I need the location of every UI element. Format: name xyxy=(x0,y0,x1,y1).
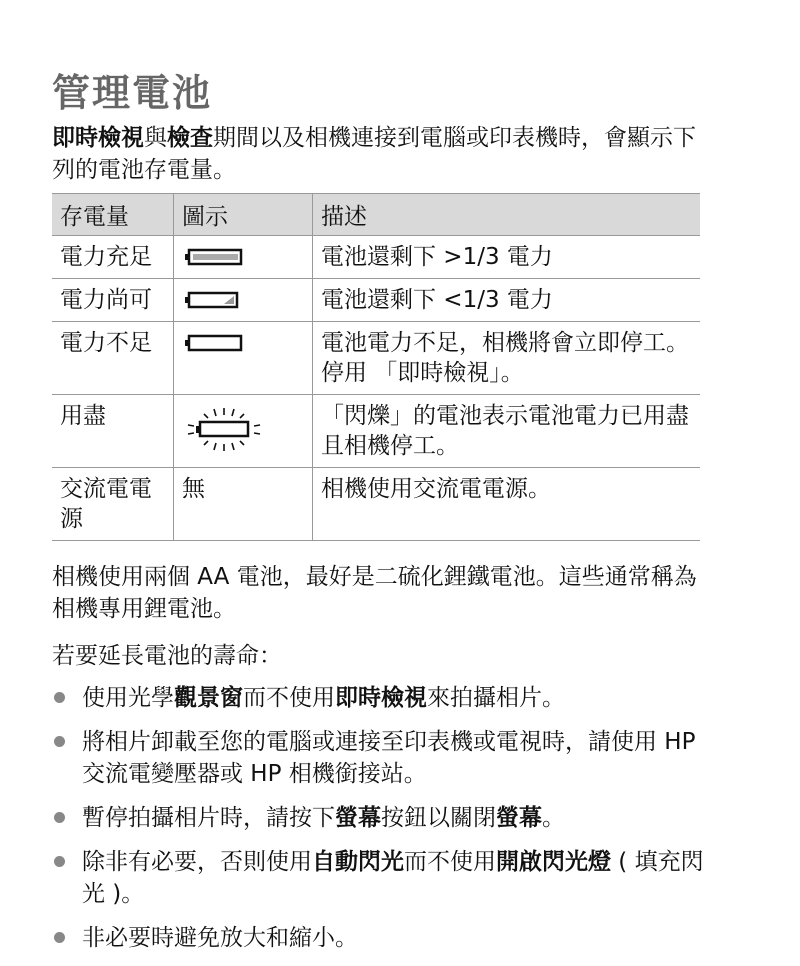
table-header-row xyxy=(52,194,700,236)
extend-life-heading: 若要延長電池的壽命： xyxy=(52,643,282,669)
table-row xyxy=(52,395,700,468)
list-item: 除非有必要，否則使用自動閃光而不使用開啟閃光燈 ( 填充閃光 )。 xyxy=(52,846,712,910)
page-title: 管理電池 xyxy=(52,71,213,115)
description-cell: 相機使用交流電電源。 xyxy=(313,468,701,541)
bullet-icon xyxy=(54,692,65,703)
header-description: 描述 xyxy=(313,194,701,236)
battery-type-paragraph: 相機使用兩個 AA 電池，最好是二硫化鋰鐵電池。這些通常稱為相機專用鋰電池。 xyxy=(52,564,697,622)
level-cell: 電力不足 xyxy=(52,322,174,395)
level-cell: 電力尚可 xyxy=(52,279,174,322)
description-cell: 電池還剩下 <1/3 電力 xyxy=(313,279,701,322)
term-live-view: 即時檢視 xyxy=(52,125,144,151)
term-review: 檢查 xyxy=(167,125,213,151)
level-cell: 用盡 xyxy=(52,395,174,468)
list-item: 暫停拍攝相片時，請按下螢幕按鈕以關閉螢幕。 xyxy=(52,802,712,834)
table-row xyxy=(52,236,700,279)
icon-cell xyxy=(174,236,313,279)
level-cell: 交流電電源 xyxy=(52,468,174,541)
list-item: 非必要時避免放大和縮小。 xyxy=(52,922,712,954)
bullet-icon xyxy=(54,812,65,823)
bullet-icon xyxy=(54,856,65,867)
battery-empty-icon xyxy=(182,332,246,354)
icon-cell xyxy=(174,322,313,395)
level-cell: 電力充足 xyxy=(52,236,174,279)
table-row xyxy=(52,468,700,541)
battery-low-icon xyxy=(182,289,246,311)
battery-flashing-icon xyxy=(182,405,266,455)
description-cell: 電池還剩下 >1/3 電力 xyxy=(313,236,701,279)
table-row xyxy=(52,279,700,322)
bullet-icon xyxy=(54,736,65,747)
table-row xyxy=(52,322,700,395)
header-level: 存電量 xyxy=(52,194,174,236)
icon-cell xyxy=(174,395,313,468)
icon-cell xyxy=(174,279,313,322)
description-cell: 「閃爍」的電池表示電池電力已用盡且相機停工。 xyxy=(313,395,701,468)
list-item: 使用光學觀景窗而不使用即時檢視來拍攝相片。 xyxy=(52,682,712,714)
bullet-icon xyxy=(54,932,65,943)
intro-paragraph: 即時檢視與檢查期間以及相機連接到電腦或印表機時，會顯示下列的電池存電量。 xyxy=(52,125,696,183)
list-item: 將相片卸載至您的電腦或連接至印表機或電視時，請使用 HP 交流電變壓器或 HP 相機銜接站。 xyxy=(52,726,712,790)
tips-list xyxy=(52,682,712,966)
battery-full-icon xyxy=(182,246,246,268)
header-icon: 圖示 xyxy=(174,194,313,236)
battery-level-table xyxy=(52,193,700,541)
description-cell: 電池電力不足，相機將會立即停工。停用 「即時檢視」。 xyxy=(313,322,701,395)
icon-cell: 無 xyxy=(174,468,313,541)
